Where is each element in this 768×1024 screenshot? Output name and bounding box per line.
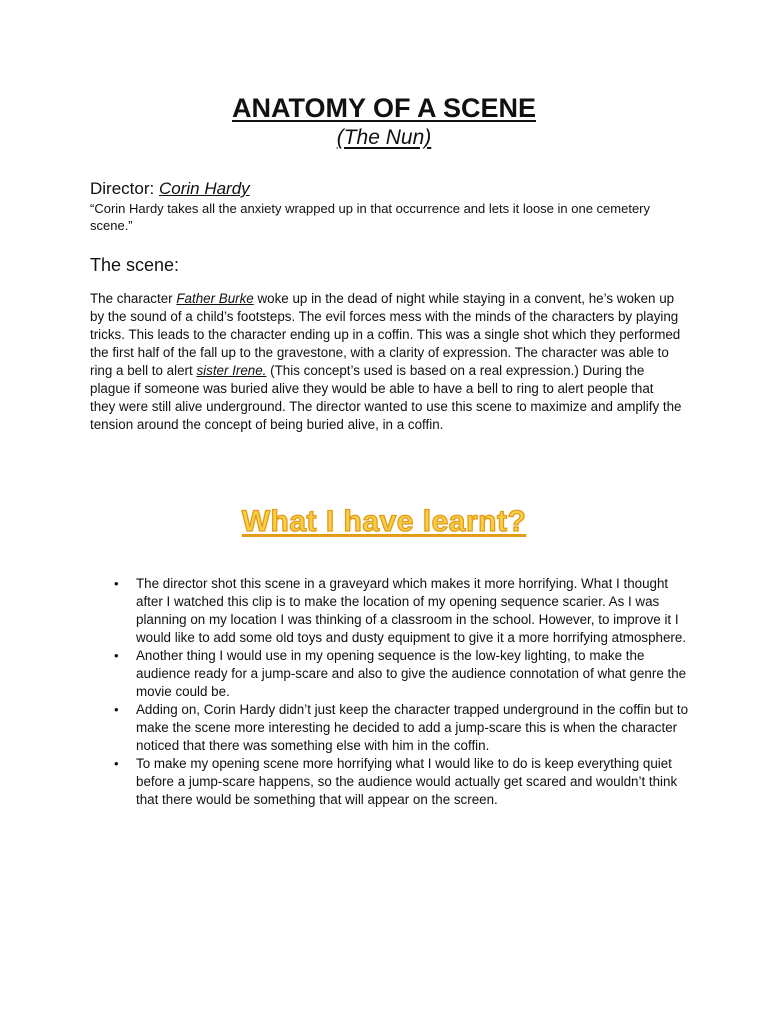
learnt-heading: What I have learnt? — [241, 505, 527, 538]
bullet-icon: • — [114, 576, 119, 591]
page-subtitle-text: (The Nun) — [336, 126, 432, 149]
director-name: Corin Hardy — [158, 179, 250, 198]
list-item-text: To make my opening scene more horrifying what I would like to do is keep everything quiet before a jump-scare happens, so the audience would actually get scared and wouldn’t think that there would be something that will appear on the screen. — [136, 756, 678, 807]
list-item-text: Another thing I would use in my opening sequence is the low-key lighting, to make the audience ready for a jump-scare and also to give the audience connotation of what genre the movie could be. — [136, 648, 687, 699]
list-item — [110, 575, 690, 647]
list-item — [110, 755, 690, 809]
character-name: Father Burke — [176, 291, 254, 306]
page-subtitle — [0, 125, 768, 151]
learnt-list — [110, 575, 690, 809]
scene-text-part3: (This concept’s used is based on a real expression.) During the plague if someone was buried alive they would be able to have a bell to ring to alert people that they were still alive underground. The director wanted to use this scene to maximize and amplify the tension around the concept of being buried alive, in a coffin. — [90, 363, 682, 432]
scene-text-part2: woke up in the dead of night while staying in a convent, he’s woken up by the sound of a child’s footsteps. The evil forces mess with the minds of the characters by playing tricks. This leads to the character ending up in a coffin. This was a single shot which they performed the first half of the fall up to the gravestone, with a clarity of expression. The character was able to ring a bell to alert — [90, 291, 681, 378]
list-item-text: The director shot this scene in a graveyard which makes it more horrifying. What I thought after I watched this clip is to make the location of my opening sequence scarier. As I was planning on my location I was thinking of a classroom in the school. However, to improve it I would like to add some old toys and dusty equipment to give it a more horrifying atmosphere. — [136, 576, 687, 645]
scene-paragraph — [90, 290, 682, 434]
director-line — [90, 178, 250, 200]
bullet-icon: • — [114, 648, 119, 663]
scene-text-part1: The character — [90, 291, 177, 306]
director-label: Director: — [90, 179, 159, 198]
director-quote: “Corin Hardy takes all the anxiety wrapped up in that occurrence and lets it loose in one cemetery scene.” — [90, 201, 651, 233]
list-item — [110, 701, 690, 755]
sister-name: sister Irene. — [196, 363, 267, 378]
page-title-text: ANATOMY OF A SCENE — [231, 93, 537, 123]
bullet-icon: • — [114, 702, 119, 717]
page-title — [0, 92, 768, 124]
scene-heading: The scene: — [90, 255, 180, 275]
bullet-icon: • — [114, 756, 119, 771]
list-item — [110, 647, 690, 701]
list-item-text: Adding on, Corin Hardy didn’t just keep the character trapped underground in the coffin but to make the scene more interesting he decided to add a jump-scare this is when the character noticed that there was something else with him in the coffin. — [136, 702, 689, 753]
